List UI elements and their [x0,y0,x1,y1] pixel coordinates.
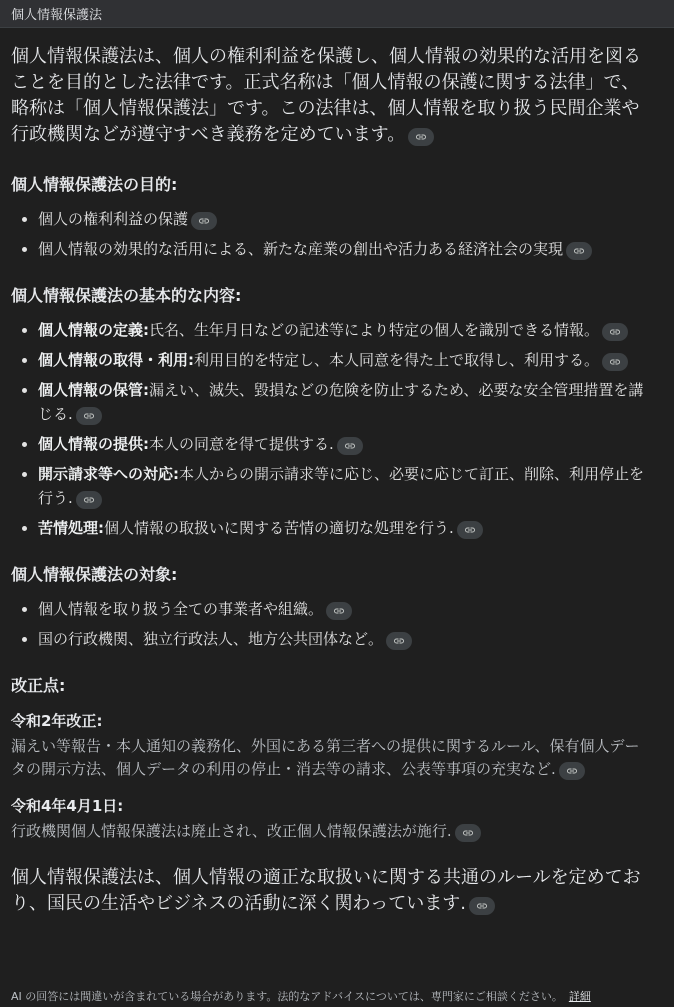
source-link-icon[interactable] [191,212,217,230]
page-title: 個人情報保護法 [11,8,103,23]
ai-overview [0,28,674,917]
amendment-title: 令和4年4月1日: [11,797,124,815]
list-item: • 個人情報の提供:本人の同意を得て提供する. [38,432,652,456]
source-link-icon[interactable] [408,128,434,146]
source-link-icon[interactable] [602,353,628,371]
source-link-icon[interactable] [457,521,483,539]
list-item: • 個人情報の効果的な活用による、新たな産業の創出や活力ある経済社会の実現 [38,237,652,261]
contents-list [11,318,652,540]
contents-heading: 個人情報保護法の基本的な内容: [11,286,242,305]
source-link-icon[interactable] [337,437,363,455]
amendment-title: 令和2年改正: [11,712,103,730]
amendment-text: 行政機関個人情報保護法は廃止され、改正個人情報保護法が施行. [11,820,652,843]
targets-list [11,597,652,651]
disclaimer-footer [11,988,664,1004]
list-item: • 個人の権利利益の保護 [38,207,652,231]
source-link-icon[interactable] [455,824,481,842]
source-link-icon[interactable] [386,632,412,650]
title-bar [0,0,674,28]
intro-paragraph: 個人情報保護法は、個人の権利利益を保護し、個人情報の効果的な活用を図ることを目的とした法律です。正式名称は「個人情報の保護に関する法律」で、略称は「個人情報保護法」です。この法律は、個人情報を取り扱う民間企業や行政機関などが遵守すべき義務を定めています。 [11,46,641,145]
list-item: • 個人情報を取り扱う全ての事業者や組織。 [38,597,652,621]
disclaimer-text: AI の回答には間違いが含まれている場合があります。法的なアドバイスについては、専門家にご相談ください。 [11,990,563,1003]
source-link-icon[interactable] [326,602,352,620]
targets-heading: 個人情報保護法の対象: [11,565,178,584]
list-item: • 個人情報の定義:氏名、生年月日などの記述等により特定の個人を識別できる情報。 [38,318,652,342]
list-item: • 個人情報の取得・利用:利用目的を特定し、本人同意を得た上で取得し、利用する。 [38,348,652,372]
purpose-heading: 個人情報保護法の目的: [11,175,178,194]
source-link-icon[interactable] [76,407,102,425]
list-item: • 個人情報の保管:漏えい、滅失、毀損などの危険を防止するため、必要な安全管理措置を講じる. [38,378,652,426]
amendment-text: 漏えい等報告・本人通知の義務化、外国にある第三者への提供に関するルール、保有個人データの開示方法、個人データの利用の停止・消去等の請求、公表等事項の充実など. [11,737,640,778]
list-item: • 国の行政機関、独立行政法人、地方公共団体など。 [38,627,652,651]
source-link-icon[interactable] [469,897,495,915]
list-item: • 苦情処理:個人情報の取扱いに関する苦情の適切な処理を行う. [38,516,652,540]
details-link[interactable]: 詳細 [568,990,591,1003]
amendments-heading: 改正点: [11,676,66,695]
source-link-icon[interactable] [76,491,102,509]
list-item: • 開示請求等への対応:本人からの開示請求等に応じ、必要に応じて訂正、削除、利用停止を行う. [38,462,652,510]
source-link-icon[interactable] [602,323,628,341]
source-link-icon[interactable] [566,242,592,260]
closing-paragraph: 個人情報保護法は、個人情報の適正な取扱いに関する共通のルールを定めており、国民の生活やビジネスの活動に深く関わっています. [11,867,641,914]
source-link-icon[interactable] [559,762,585,780]
purpose-list [11,207,652,261]
